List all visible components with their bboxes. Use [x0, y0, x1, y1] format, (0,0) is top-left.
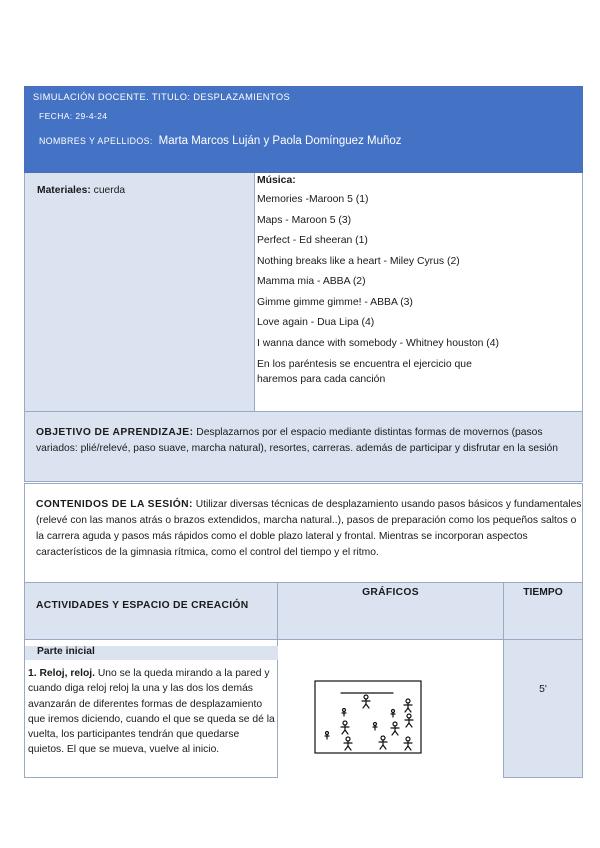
activities-header-row [24, 583, 583, 640]
music-title: Música: [257, 175, 296, 186]
song-item: Gimme gimme gimme! - ABBA (3) [257, 296, 413, 308]
materials-label: Materiales: [37, 185, 91, 196]
time-cell: 5' [504, 640, 582, 777]
sketch-figure [342, 709, 346, 717]
sketch-figure [404, 737, 412, 750]
sketch-figure [391, 722, 399, 735]
graphics-footer-strip [278, 775, 503, 778]
activity-sketch [311, 680, 427, 758]
contents-text: Utilizar diversas técnicas de desplazamiento usando pasos básicos y fundamentales (relevé con las manos atrás o brazos extendidos, marcha natural..), pasos de preparación como los pequeños saltos o la carrera aguda y pasos más rápidos como el doble plazo lateral y frontal. Mientras se incorporan aspectos característicos de la gimnasia rítmica, como el control del tiempo y el ritmo. [36, 499, 582, 558]
music-note: En los paréntesis se encuentra el ejercicio que haremos para cada canción [257, 359, 472, 385]
activity-title: 1. Reloj, reloj. [28, 668, 95, 679]
contents-row [24, 483, 583, 583]
header-banner [24, 86, 583, 173]
song-item: Love again - Dua Lipa (4) [257, 317, 375, 328]
section-label-bar [25, 646, 280, 660]
materials-value: cuerda [90, 185, 126, 196]
activity-text: Uno se la queda mirando a la pared y cuando diga reloj reloj la una y las dos los demás avanzarán de diferentes formas de desplazamiento que iremos diciendo, cuando el que se queda se dé la vuelta, los participantes tendrán que quedarse quietos. El que se mueva, vuelve al inicio. [28, 668, 275, 756]
sketch-figure [404, 699, 412, 712]
objective-label: OBJETIVO DE APRENDIZAJE: [36, 427, 194, 438]
objective-text: Desplazarnos por el espacio mediante distintas formas de movernos (pasos variados: plié/relevé, paso suave, marcha natural), resortes, carreras. además de participar y disfrutar en la sesión [36, 427, 558, 454]
activities-column-header: ACTIVIDADES Y ESPACIO DE CREACIÓN [25, 583, 278, 639]
sketch-figure [373, 723, 377, 731]
graphics-cell [278, 640, 504, 777]
sketch-figure [341, 721, 349, 734]
sketch-figure [391, 710, 395, 718]
song-item: I wanna dance with somebody - Whitney houston (4) [257, 337, 499, 349]
sketch-figure [405, 714, 413, 727]
names-value: Marta Marcos Luján y Paola Domínguez Muñoz [158, 135, 402, 147]
sketch-room [315, 681, 421, 753]
activity-row [24, 640, 583, 778]
song-item: Memories -Maroon 5 (1) [257, 194, 369, 205]
graphics-column-header: GRÁFICOS [278, 583, 504, 639]
session-title: SIMULACIÓN DOCENTE. TITULO: DESPLAZAMIENTOS [33, 92, 291, 102]
section-label: Parte inicial [37, 646, 95, 657]
date-line: FECHA: 29-4-24 [39, 111, 108, 121]
materials-cell [25, 173, 255, 411]
activity-description [28, 666, 276, 758]
time-column-header: TIEMPO [523, 587, 563, 598]
sketch-figure [362, 695, 370, 708]
song-item: Maps - Maroon 5 (3) [257, 214, 352, 226]
names-line [39, 135, 402, 147]
song-item: Mamma mia - ABBA (2) [257, 276, 366, 287]
song-item: Perfect - Ed sheeran (1) [257, 235, 368, 246]
sketch-figure [379, 736, 387, 749]
contents-label: CONTENIDOS DE LA SESIÓN: [36, 499, 193, 510]
song-item: Nothing breaks like a heart - Miley Cyrus (2) [257, 255, 460, 267]
sketch-figure [325, 732, 329, 740]
objective-row [24, 412, 583, 482]
materials-music-row [24, 173, 583, 412]
activity-cell [25, 640, 278, 777]
music-cell [255, 173, 582, 411]
names-label: NOMBRES Y APELLIDOS: [39, 136, 153, 146]
sketch-figure [344, 737, 352, 750]
lesson-plan-page [24, 86, 583, 778]
